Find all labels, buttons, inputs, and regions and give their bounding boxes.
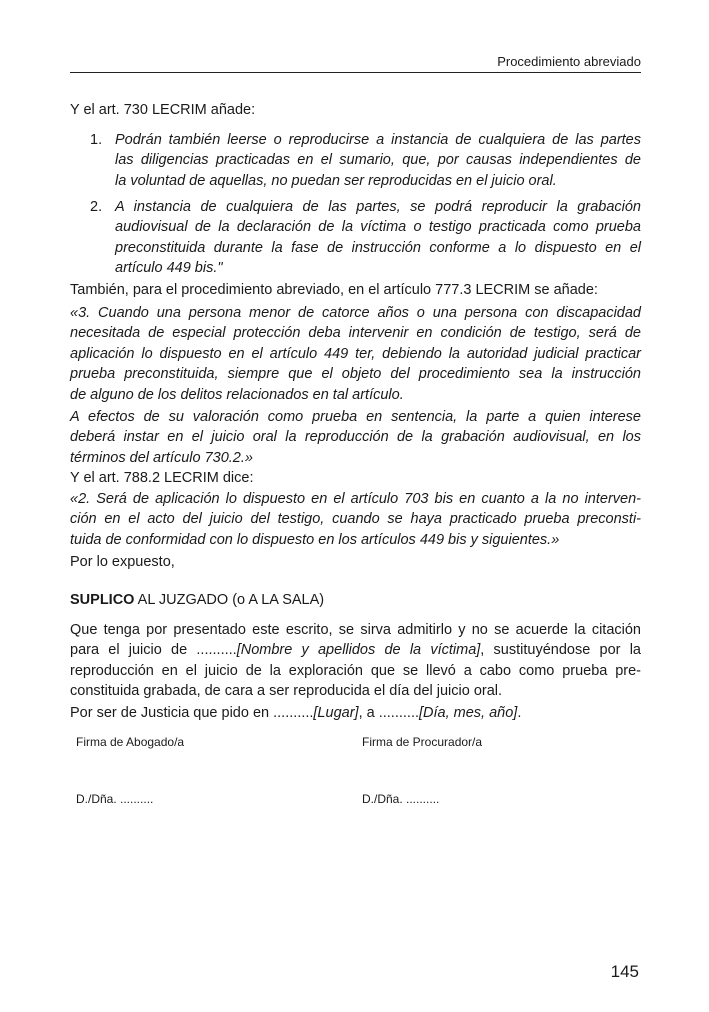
text-segment: para el juicio de .......... bbox=[70, 642, 237, 659]
text-line: deberá instar en el juicio oral la reproducción de la grabación audiovisual, en los bbox=[70, 429, 641, 446]
text-line bbox=[70, 661, 641, 681]
list-item bbox=[90, 197, 641, 279]
page-number: 145 bbox=[610, 962, 639, 981]
text-line: aplicación lo dispuesto en el artículo 449 ter, debiendo la autoridad judicial practicar bbox=[70, 345, 641, 362]
text-segment: , a .......... bbox=[358, 705, 419, 721]
text-line: ción en el acto del juicio del testigo, cuando se haya practicado prueba preconsti- bbox=[70, 511, 641, 528]
quote-article-777-cont bbox=[70, 407, 641, 468]
procurador-signature-label: Firma de Procurador/a bbox=[362, 735, 483, 749]
suplico-rest: AL JUZGADO (o A LA SALA) bbox=[134, 592, 325, 608]
text-line: Y el art. 788.2 LECRIM dice: bbox=[70, 470, 254, 486]
text-line: las diligencias practicadas en el sumario, que, por causas independientes de bbox=[115, 152, 641, 169]
text-line: Podrán también leerse o reproducirse a instancia de cualquiera de las partes bbox=[115, 132, 641, 148]
intro-paragraph bbox=[70, 100, 641, 120]
suplico-heading bbox=[70, 590, 641, 610]
list-item-text bbox=[115, 197, 641, 279]
paragraph bbox=[70, 552, 641, 572]
text-line: necesitada de especial protección deba intervenir en condición de testigo, será de bbox=[70, 325, 641, 342]
paragraph bbox=[70, 468, 641, 488]
text-line: «2. Será de aplicación lo dispuesto en el artículo 703 bis en cuanto a la no interven- bbox=[70, 491, 641, 507]
text-line: «3. Cuando una persona menor de catorce años o una persona con discapacidad bbox=[70, 305, 641, 321]
closing-paragraph bbox=[70, 703, 641, 723]
text-line: Por lo expuesto, bbox=[70, 554, 175, 570]
text-line: artículo 449 bis." bbox=[115, 260, 223, 277]
text-line: términos del artículo 730.2.» bbox=[70, 449, 253, 466]
list-item bbox=[90, 130, 641, 192]
text-line: preconstituida durante la fase de instrucción conforme a lo dispuesto en el bbox=[115, 239, 641, 256]
text-line: prueba preconstituida, siempre que el objeto del procedimiento sea la instrucción bbox=[70, 366, 641, 383]
paragraph bbox=[70, 280, 641, 300]
placeholder-text: [Día, mes, año] bbox=[419, 705, 518, 721]
text-line bbox=[70, 703, 641, 723]
text-line: audiovisual de la declaración de la víctima o testigo practicada como prueba bbox=[115, 219, 641, 236]
text-segment: . bbox=[517, 705, 522, 721]
procurador-name: D./Dña. .......... bbox=[362, 792, 440, 806]
text-segment: Por ser de Justicia que pido en .......... bbox=[70, 705, 314, 721]
text-line: de alguno de los delitos relacionados en tal artículo. bbox=[70, 386, 404, 403]
text-segment: reproducción en el juicio de la exploración que se llevó a cabo como prueba pre- bbox=[70, 662, 641, 679]
placeholder-text: [Lugar] bbox=[313, 705, 359, 721]
quote-article-777 bbox=[70, 303, 641, 405]
text-segment: constituida grabada, de cara a ser reproducida el día del juicio oral. bbox=[70, 683, 503, 700]
placeholder-text: [Nombre y apellidos de la víctima] bbox=[236, 642, 481, 659]
text-line bbox=[70, 620, 641, 640]
text-line: la voluntad de aquellas, no puedan ser reproducidas en el juicio oral. bbox=[115, 172, 557, 189]
text-line: A efectos de su valoración como prueba en sentencia, la parte a quien interese bbox=[70, 409, 641, 425]
header-rule bbox=[70, 72, 641, 73]
text-segment: Que tenga por presentado este escrito, se sirva admitirlo y no se acuerde la citación bbox=[70, 622, 641, 638]
lawyer-name: D./Dña. .......... bbox=[76, 792, 154, 806]
text-line: tuida de conformidad con lo dispuesto en los artículos 449 bis y siguientes.» bbox=[70, 531, 560, 548]
text-line bbox=[70, 640, 641, 660]
lawyer-signature-label: Firma de Abogado/a bbox=[76, 735, 185, 749]
text-line: También, para el procedimiento abreviado, en el artículo 777.3 LECRIM se añade: bbox=[70, 282, 598, 298]
petition-paragraph bbox=[70, 620, 641, 702]
running-header: Procedimiento abreviado bbox=[497, 54, 641, 69]
text-line bbox=[70, 681, 641, 701]
list-number: 2. bbox=[90, 199, 103, 215]
text-segment: , sustituyéndose por la bbox=[480, 642, 641, 659]
list-item-text bbox=[115, 130, 641, 191]
suplico-bold: SUPLICO bbox=[70, 592, 135, 608]
quote-article-788 bbox=[70, 489, 641, 550]
text-line: Y el art. 730 LECRIM añade: bbox=[70, 102, 256, 118]
list-number: 1. bbox=[90, 132, 103, 148]
text-line: A instancia de cualquiera de las partes, se podrá reproducir la grabación bbox=[115, 199, 641, 215]
